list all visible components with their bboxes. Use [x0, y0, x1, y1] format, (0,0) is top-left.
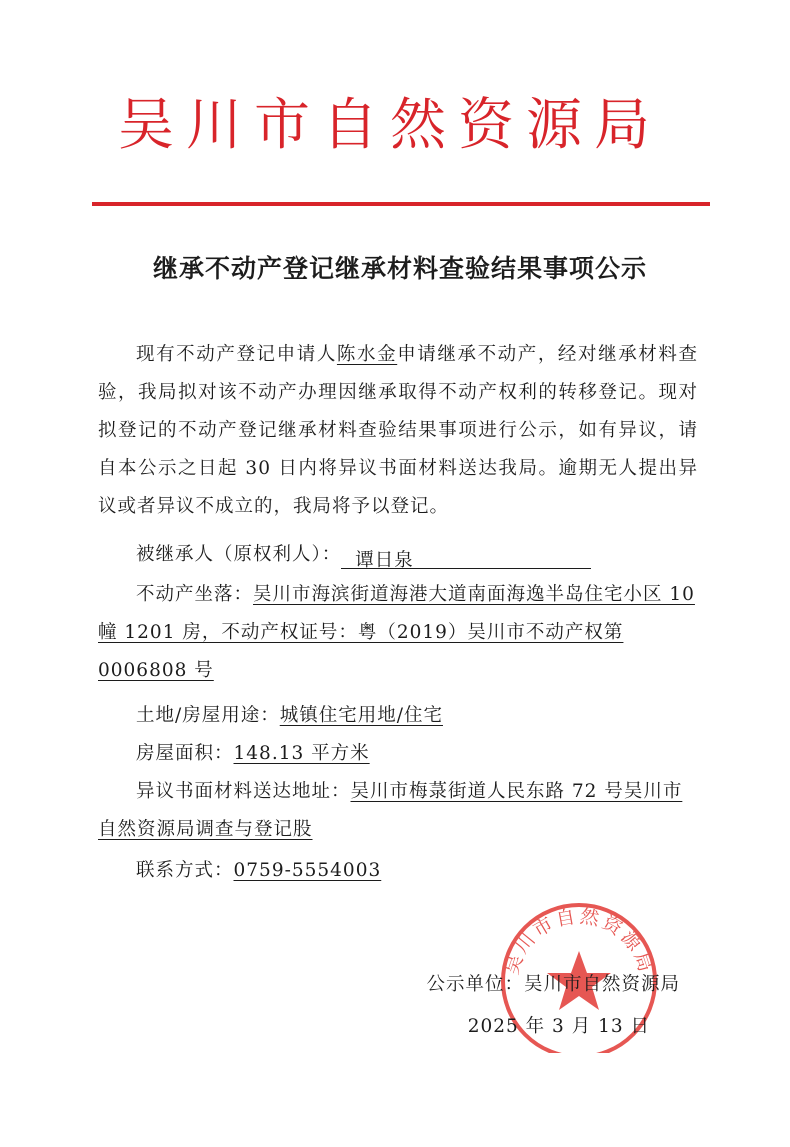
publishing-unit-label: 公示单位： — [426, 974, 524, 995]
notice-body-paragraph — [98, 336, 698, 526]
contact-row — [98, 852, 698, 890]
location-value: 吴川市海滨街道海港大道南面海逸半岛住宅小区 10 幢 1201 房，不动产权证号：粤（2019）吴川市不动产权第 0006808 号 — [98, 584, 695, 681]
address-label: 异议书面材料送达地址： — [136, 781, 351, 802]
issuing-authority-title: 吴川市自然资源局 — [118, 93, 662, 158]
header-red-rule — [92, 202, 710, 206]
decedent-row — [98, 536, 698, 574]
paragraph-prefix: 现有不动产登记申请人 — [136, 344, 337, 365]
address-row — [98, 773, 698, 849]
contact-value: 0759-5554003 — [233, 860, 382, 881]
decedent-underline — [341, 542, 591, 569]
paragraph-rest: 申请继承不动产，经对继承材料查验，我局拟对该不动产办理因继承取得不动产权利的转移登记。现对拟登记的不动产登记继承材料查验结果事项进行公示，如有异议，请自本公示之日起 30 日内将异议书面材料送达我局。逾期无人提出异议或者异议不成立的，我局将予以登记。 — [98, 344, 698, 517]
decedent-label: 被继承人（原权利人）： — [136, 544, 342, 565]
use-label: 土地/房屋用途： — [136, 705, 280, 726]
address-value: 吴川市梅菉街道人民东路 72 号吴川市自然资源局调查与登记股 — [98, 781, 683, 840]
area-row — [98, 735, 698, 773]
seal-text: 吴川市自然资源局 — [500, 905, 658, 978]
notice-title: 继承不动产登记继承材料查验结果事项公示 — [152, 254, 647, 283]
location-label: 不动产坐落： — [136, 584, 254, 605]
area-label: 房屋面积： — [136, 743, 234, 764]
location-row — [98, 576, 698, 690]
notice-date: 2025 年 3 月 13 日 — [467, 1016, 650, 1037]
use-row — [98, 697, 698, 735]
applicant-name: 陈水金 — [336, 344, 398, 365]
use-value: 城镇住宅用地/住宅 — [279, 705, 443, 726]
decedent-value: 谭日泉 — [355, 550, 414, 571]
contact-label: 联系方式： — [136, 860, 234, 881]
signature-block — [426, 966, 680, 1004]
area-value: 148.13 平方米 — [233, 743, 370, 764]
publishing-unit-name: 吴川市自然资源局 — [523, 974, 680, 995]
